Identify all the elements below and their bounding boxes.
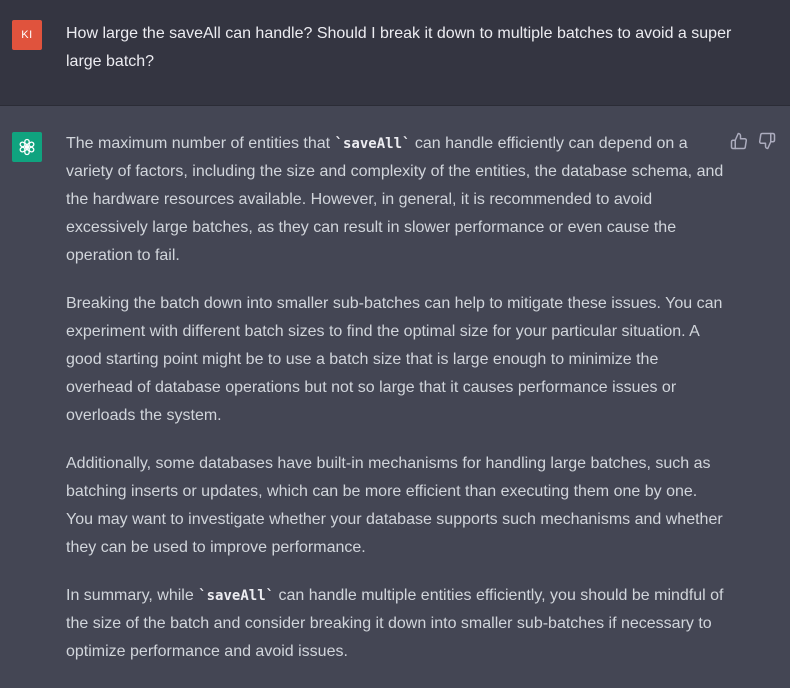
- response-paragraph-4: [66, 582, 726, 666]
- user-message-text: How large the saveAll can handle? Should I break it down to multiple batches to avoid a super large batch?: [66, 25, 732, 70]
- user-avatar: [12, 20, 42, 50]
- user-message-block: [0, 0, 790, 106]
- thumbs-up-icon[interactable]: [730, 132, 748, 150]
- inline-code-saveall: `saveAll`: [334, 136, 411, 152]
- p1-text-after: can handle efficiently can depend on a variety of factors, including the size and complexity of the entities, the database schema, and the hardware resources available. However, in general, it is recommended to avoid excessively large batches, as they can result in slower performance or even cause the operation to fail.: [66, 135, 724, 264]
- p1-text-before: The maximum number of entities that: [66, 135, 335, 152]
- inline-code-saveall: `saveAll`: [198, 588, 275, 604]
- thumbs-down-icon[interactable]: [758, 132, 776, 150]
- response-paragraph-3: Additionally, some databases have built-in mechanisms for handling large batches, such as batching inserts or updates, which can be more efficient than executing them one by one. You may want to investigate whether your database supports such mechanisms and whether they can be used to improve performance.: [66, 455, 723, 556]
- response-paragraph-1: [66, 130, 726, 270]
- p4-text-before: In summary, while: [66, 587, 199, 604]
- p4-text-after: can handle multiple entities efficiently, you should be mindful of the size of the batch and consider breaking it down into smaller sub-batches if necessary to optimize performance and avoid issues.: [66, 587, 724, 660]
- assistant-response: [66, 130, 726, 686]
- assistant-message-block: [0, 106, 790, 688]
- openai-logo-icon: [17, 137, 37, 157]
- response-paragraph-2: Breaking the batch down into smaller sub-batches can help to mitigate these issues. You can experiment with different batch sizes to find the optimal size for your particular situation. A good starting point might be to use a batch size that is large enough to minimize the overhead of database operations but not so large that it causes performance issues or overloads the system.: [66, 295, 723, 424]
- user-avatar-initials: KI: [21, 29, 33, 41]
- feedback-buttons: [730, 132, 776, 150]
- assistant-avatar: [12, 132, 42, 162]
